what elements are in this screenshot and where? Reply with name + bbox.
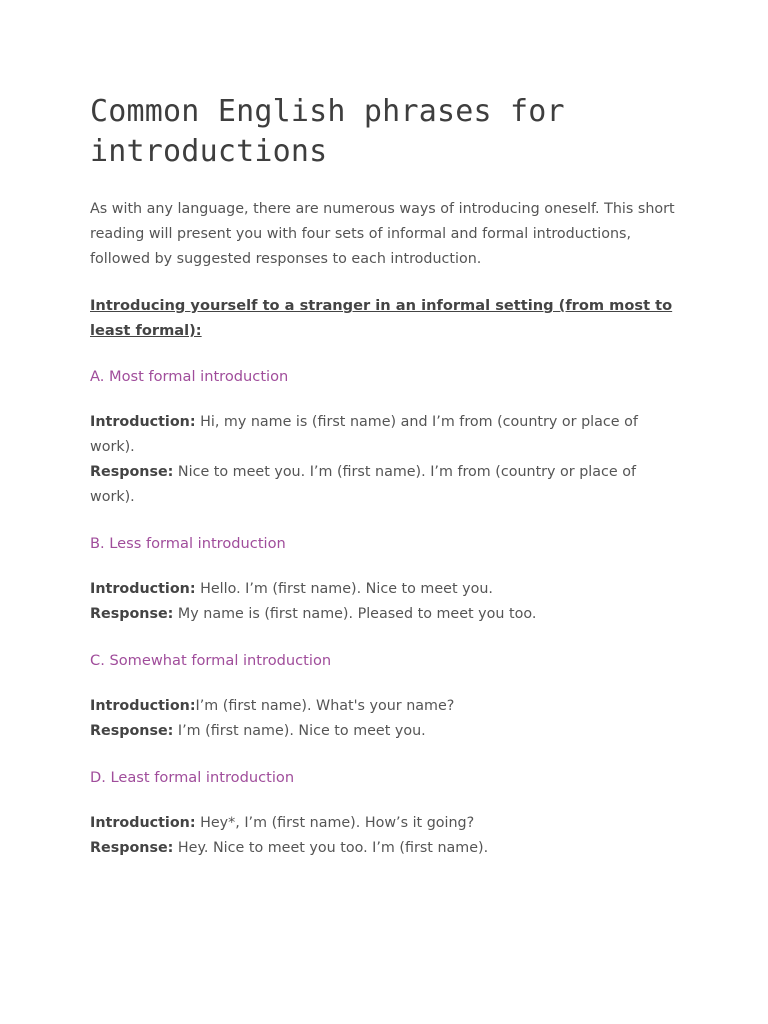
section-heading-c: C. Somewhat formal introduction <box>90 652 332 669</box>
exchange-a <box>90 410 682 510</box>
response-text: Hey. Nice to meet you too. I’m (first name). <box>173 840 489 856</box>
introduction-text: Hello. I’m (first name). Nice to meet you. <box>195 581 493 597</box>
response-line <box>90 602 682 627</box>
response-text: My name is (first name). Pleased to meet you too. <box>173 606 537 622</box>
response-label: Response: <box>90 464 174 480</box>
section-heading-a: A. Most formal introduction <box>90 368 289 385</box>
section-heading-b: B. Less formal introduction <box>90 535 286 552</box>
intro-paragraph: As with any language, there are numerous ways of introducing oneself. This short reading will present you with four sets of informal and formal introductions, followed by suggested responses to each introduction. <box>90 201 675 267</box>
introduction-line <box>90 811 682 836</box>
introduction-text: Hey*, I’m (first name). How’s it going? <box>195 815 475 831</box>
introduction-line <box>90 410 682 460</box>
response-line <box>90 719 682 744</box>
response-label: Response: <box>90 723 174 739</box>
exchange-c <box>90 694 682 744</box>
response-line <box>90 460 682 510</box>
introduction-line <box>90 577 682 602</box>
introduction-label: Introduction: <box>90 815 196 831</box>
introduction-label: Introduction: <box>90 581 196 597</box>
response-text: Nice to meet you. I’m (first name). I’m from (country or place of work). <box>90 464 637 505</box>
introduction-text: Hi, my name is (first name) and I’m from (country or place of work). <box>90 414 638 455</box>
introduction-label: Introduction: <box>90 414 196 430</box>
exchange-b <box>90 577 682 627</box>
introduction-line <box>90 694 682 719</box>
section-subheading: Introducing yourself to a stranger in an informal setting (from most to least formal): <box>90 297 673 339</box>
response-text: I’m (first name). Nice to meet you. <box>173 723 426 739</box>
response-line <box>90 836 682 861</box>
introduction-text: I’m (first name). What's your name? <box>195 698 455 714</box>
document-page <box>90 92 682 861</box>
page-title: Common English phrases for introductions <box>90 94 565 169</box>
response-label: Response: <box>90 606 174 622</box>
introduction-label: Introduction: <box>90 698 196 714</box>
section-heading-d: D. Least formal introduction <box>90 769 295 786</box>
response-label: Response: <box>90 840 174 856</box>
exchange-d <box>90 811 682 861</box>
